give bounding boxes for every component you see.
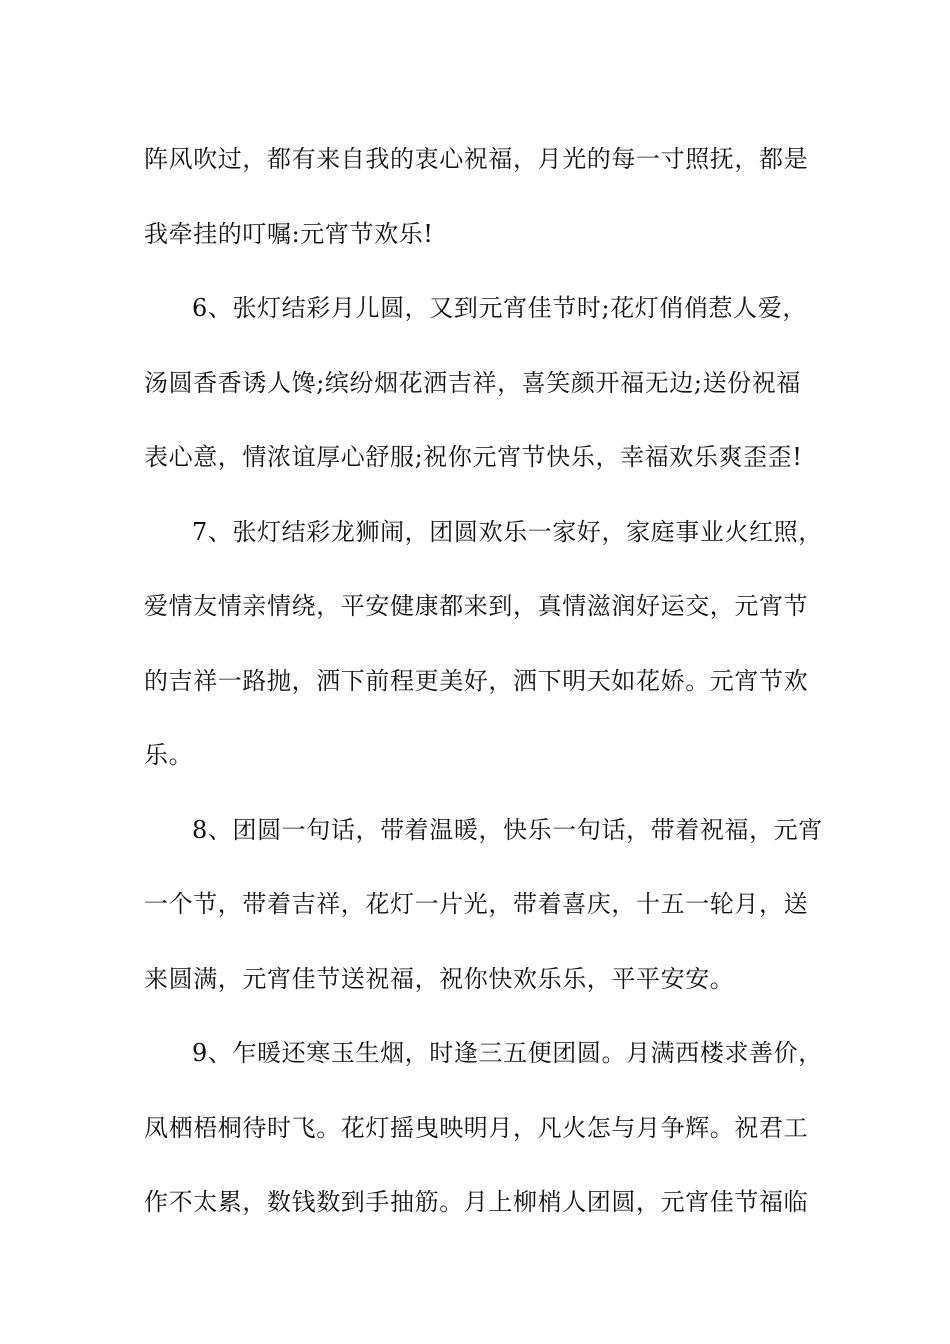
body-text [144, 122, 823, 1240]
text-line: 爱情友情亲情绕，平安健康都来到，真情滋润好运交，元宵节 [144, 592, 809, 620]
text-line: 乐。 [144, 741, 194, 769]
text-line: 作不太累，数钱数到手抽筋。月上柳梢人团圆，元宵佳节福临 [144, 1188, 809, 1216]
text-line: 9、乍暖还寒玉生烟，时逢三五便团圆。月满西楼求善价， [192, 1039, 823, 1067]
text-line: 阵风吹过，都有来自我的衷心祝福，月光的每一寸照抚，都是 [144, 145, 809, 173]
text-line: 的吉祥一路抛，洒下前程更美好，洒下明天如花娇。元宵节欢 [144, 666, 809, 695]
text-line: 来圆满，元宵佳节送祝福，祝你快欢乐乐，平平安安。 [144, 964, 735, 993]
text-line: 表心意，情浓谊厚心舒服;祝你元宵节快乐，幸福欢乐爽歪歪! [144, 443, 803, 471]
text-line: 6、张灯结彩月儿圆，又到元宵佳节时;花灯俏俏惹人爱， [192, 294, 807, 322]
text-line: 汤圆香香诱人馋;缤纷烟花洒吉祥，喜笑颜开福无边;送份祝福 [144, 368, 801, 397]
text-line: 凤栖梧桐待时飞。花灯摇曳映明月，凡火怎与月争辉。祝君工 [144, 1113, 809, 1142]
text-line: 一个节，带着吉祥，花灯一片光，带着喜庆，十五一轮月，送 [144, 890, 809, 918]
text-line: 我牵挂的叮嘱:元宵节欢乐! [144, 219, 434, 248]
text-line: 8、团圆一句话，带着温暖，快乐一句话，带着祝福，元宵 [192, 815, 823, 844]
text-line: 7、张灯结彩龙狮闹，团圆欢乐一家好，家庭事业火红照， [192, 517, 823, 546]
